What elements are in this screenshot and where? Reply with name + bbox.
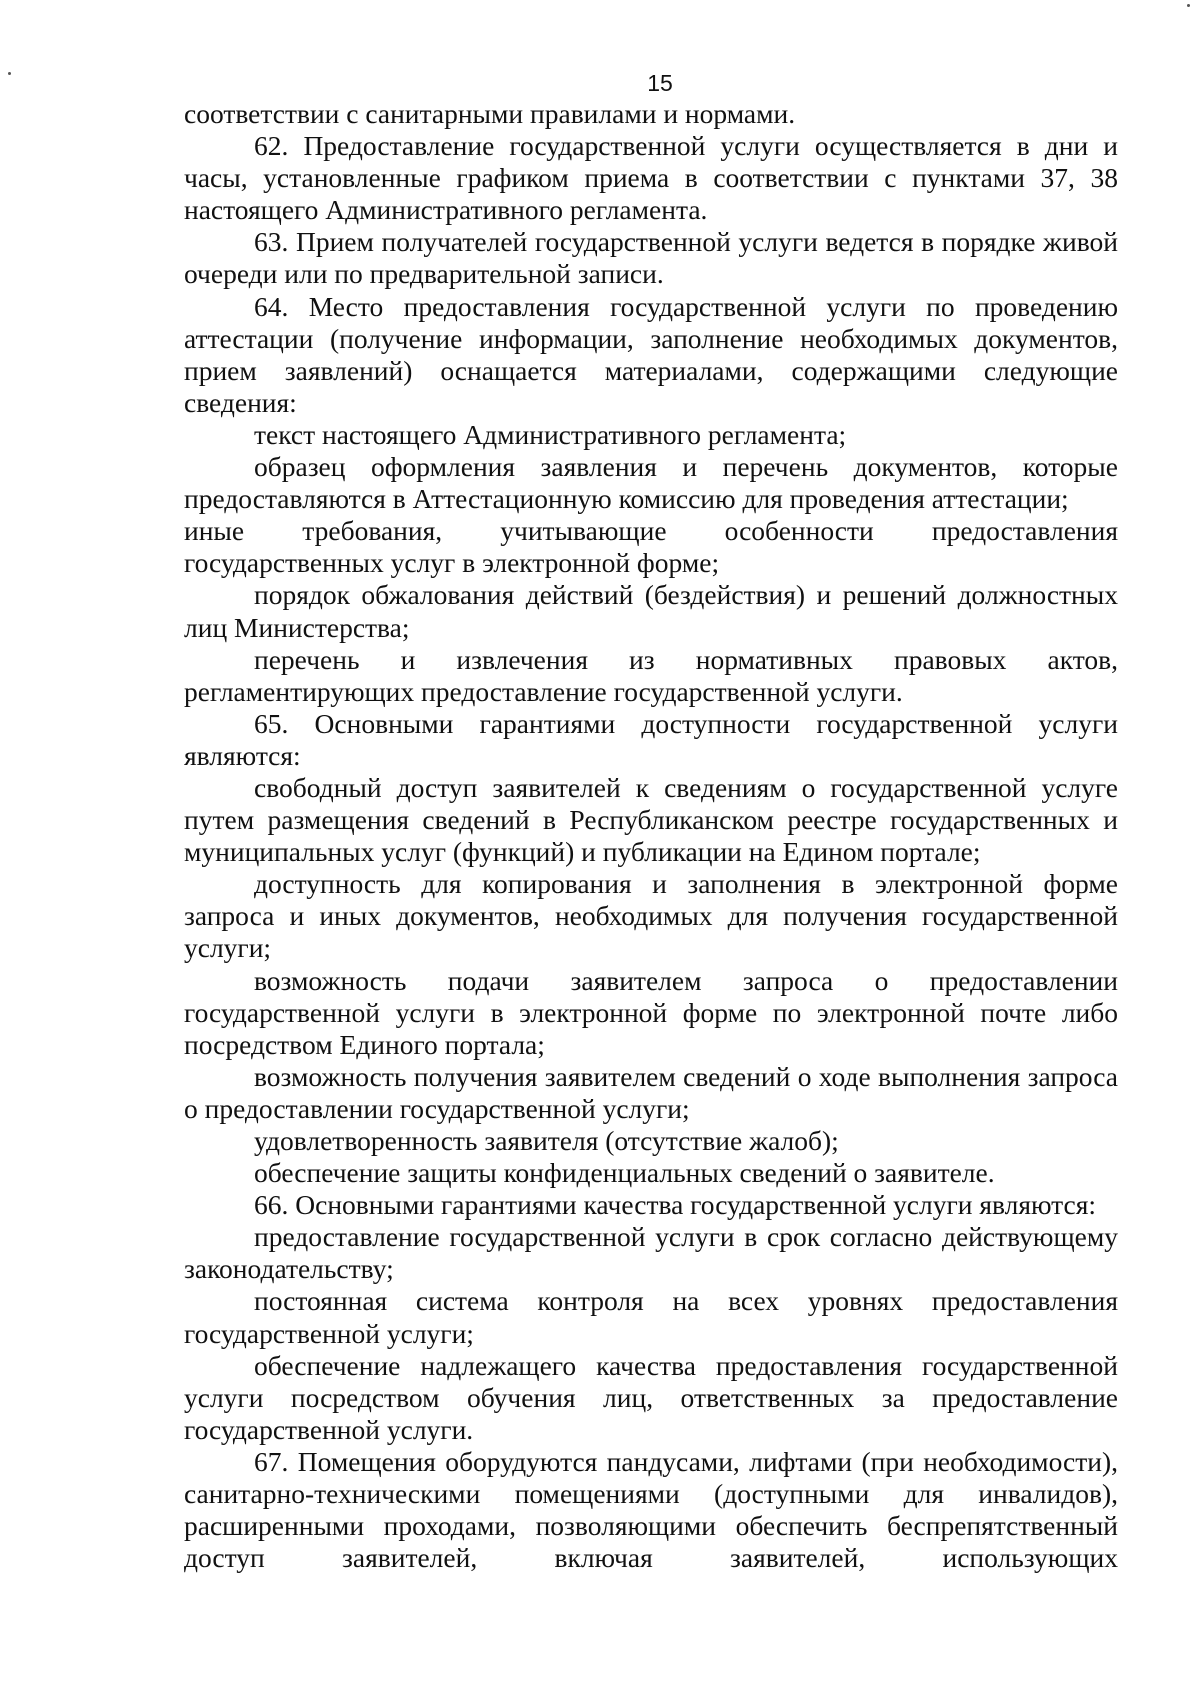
scan-speck xyxy=(8,72,11,75)
paragraph: возможность подачи заявителем запроса о предоставлении государственной услуги в электронной форме по электронной почте либо посредством Единого портала; xyxy=(184,964,1118,1060)
paragraph: доступность для копирования и заполнения в электронной форме запроса и иных документов, необходимых для получения государственной услуги; xyxy=(184,868,1118,964)
paragraph: иные требования, учитывающие особенности предоставления государственных услуг в электронной форме; xyxy=(184,515,1118,579)
paragraph: обеспечение надлежащего качества предоставления государственной услуги посредством обучения лиц, ответственных за предоставление государственной услуги. xyxy=(184,1349,1118,1445)
paragraph: соответствии с санитарными правилами и нормами. xyxy=(184,98,796,129)
paragraph: 62. Предоставление государственной услуги осуществляется в дни и часы, установленные графиком приема в соответствии с пунктами 37, 38 настоящего Административного регламента. xyxy=(184,130,1118,226)
paragraph: текст настоящего Административного регламента; xyxy=(254,418,847,450)
paragraph: порядок обжалования действий (бездействия) и решений должностных лиц Министерства; xyxy=(184,579,1118,643)
paragraph: 66. Основными гарантиями качества государственной услуги являются: xyxy=(254,1189,1097,1221)
paragraph: возможность получения заявителем сведений о ходе выполнения запроса о предоставлении государственной услуги; xyxy=(184,1060,1118,1124)
page-number: 15 xyxy=(647,70,673,96)
paragraph: постоянная система контроля на всех уровнях предоставления государственной услуги; xyxy=(184,1285,1118,1349)
paragraph: 65. Основными гарантиями доступности государственной услуги являются: xyxy=(184,707,1118,771)
paragraph: 67. Помещения оборудуются пандусами, лифтами (при необходимости), санитарно-техническими помещениями (доступными для инвалидов), расширенными проходами, позволяющими обеспечить беспрепятственный доступ заявителей, включая заявителей, использующих xyxy=(184,1445,1118,1574)
paragraph: предоставление государственной услуги в срок согласно действующему законодательству; xyxy=(184,1221,1118,1285)
document-body xyxy=(184,98,1118,1574)
scan-speck xyxy=(1187,4,1190,7)
paragraph: перечень и извлечения из нормативных правовых актов, регламентирующих предоставление государственной услуги. xyxy=(184,643,1118,707)
paragraph: обеспечение защиты конфиденциальных сведений о заявителе. xyxy=(254,1157,995,1189)
paragraph: 63. Прием получателей государственной услуги ведется в порядке живой очереди или по предварительной записи. xyxy=(184,226,1118,290)
paragraph: 64. Место предоставления государственной услуги по проведению аттестации (получение информации, заполнение необходимых документов, прием заявлений) оснащается материалами, содержащими следующие сведения: xyxy=(184,290,1118,418)
paragraph: свободный доступ заявителей к сведениям о государственной услуге путем размещения сведений в Республиканском реестре государственных и муниципальных услуг (функций) и публикации на Едином портале; xyxy=(184,771,1118,868)
paragraph: образец оформления заявления и перечень документов, которые предоставляются в Аттестационную комиссию для проведения аттестации; xyxy=(184,451,1118,515)
paragraph: удовлетворенность заявителя (отсутствие жалоб); xyxy=(254,1125,839,1156)
